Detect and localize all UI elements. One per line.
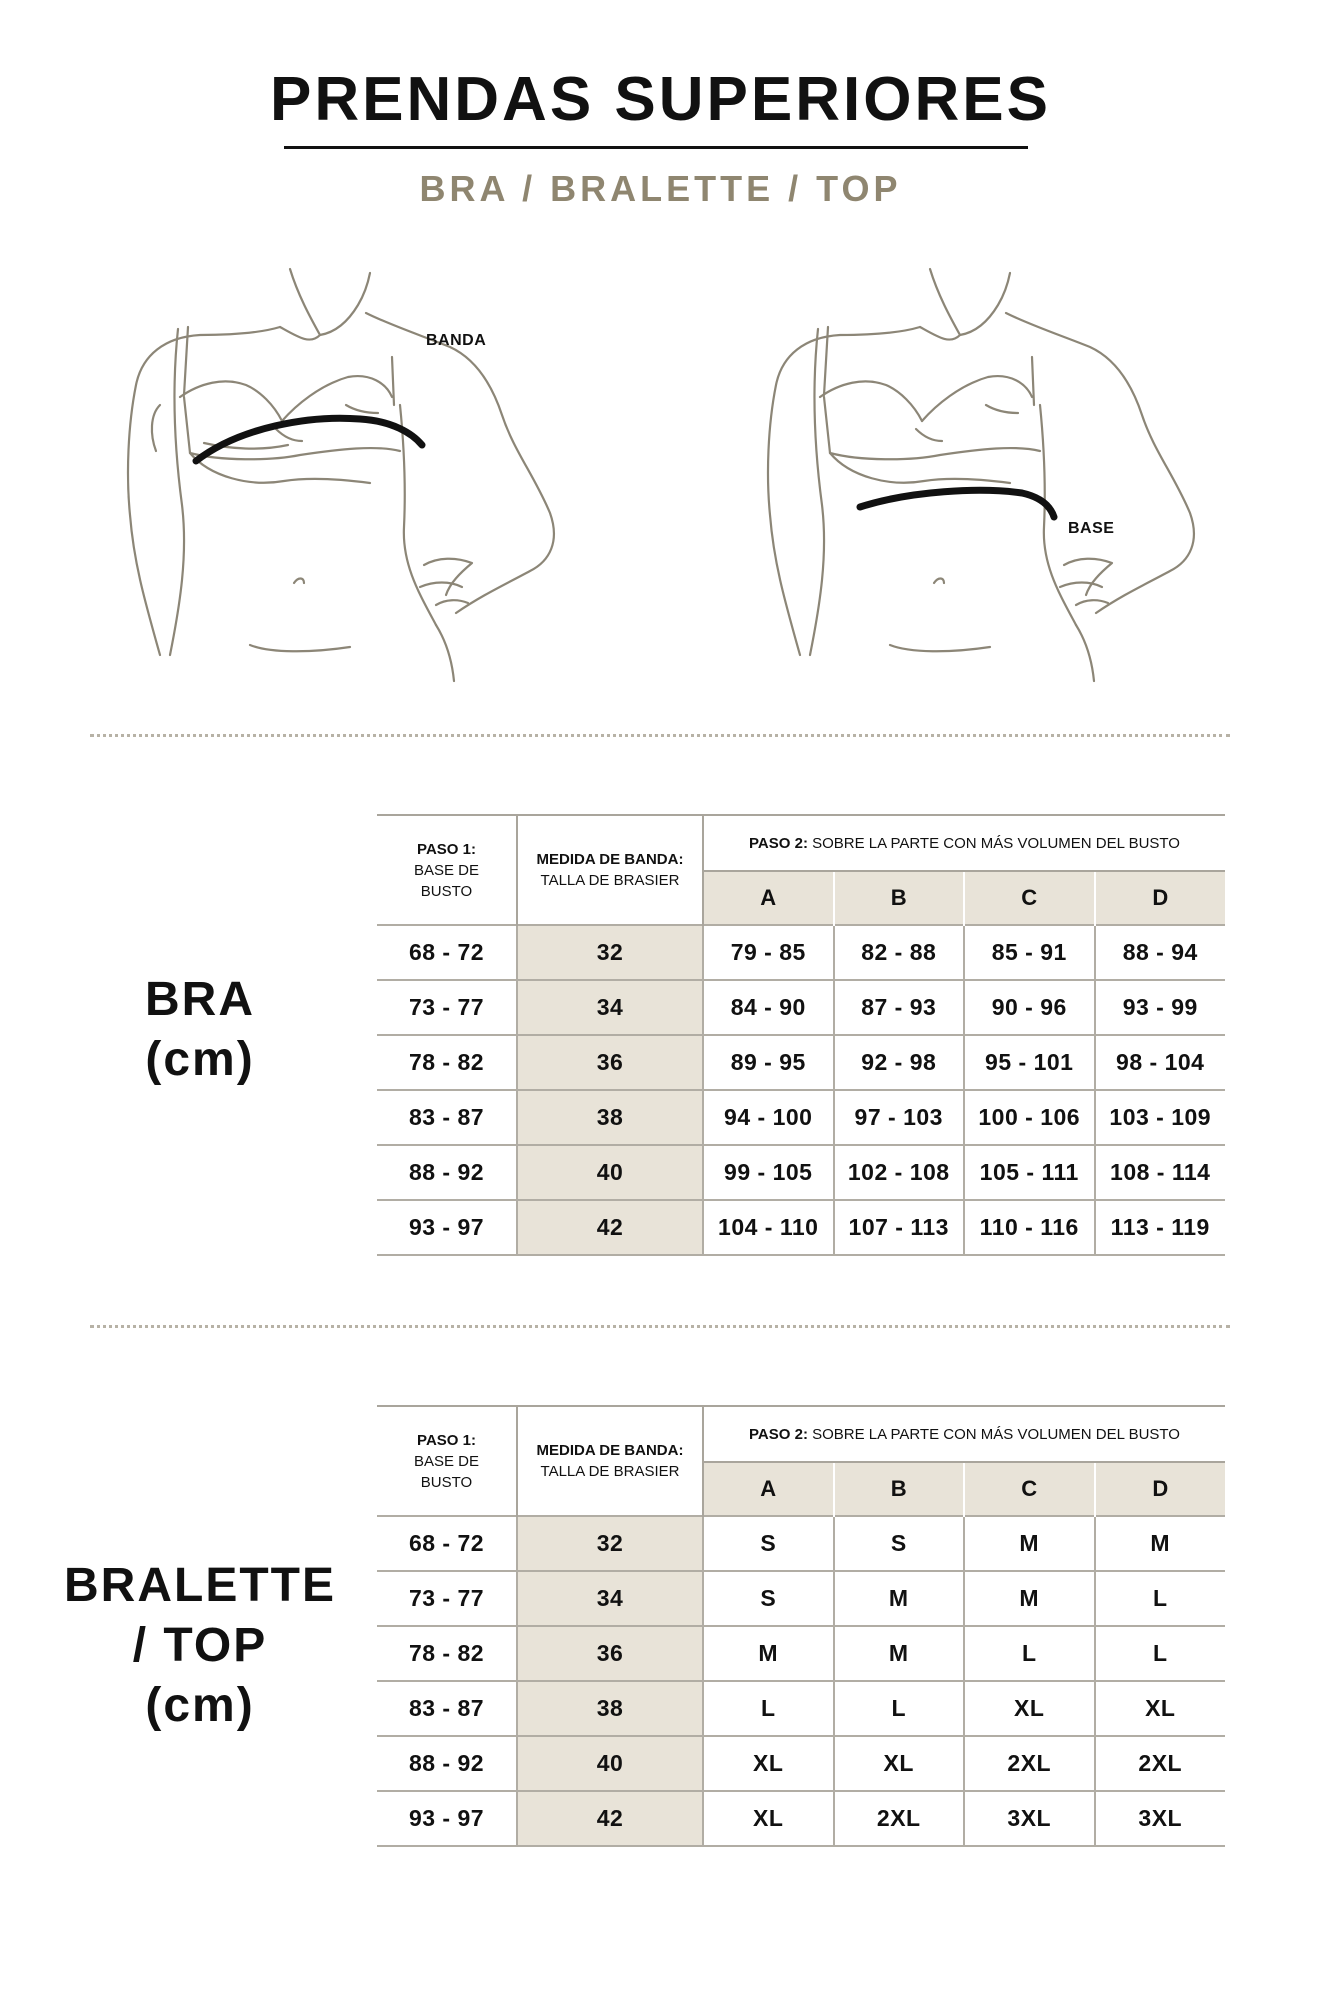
bra-size-table (377, 814, 1225, 1256)
size-cell: 2XL (834, 1791, 965, 1846)
size-cell: 103 - 109 (1095, 1090, 1226, 1145)
band-cell: 40 (517, 1145, 703, 1200)
base-cell: 93 - 97 (377, 1791, 517, 1846)
size-cell: XL (1095, 1681, 1226, 1736)
size-cell: M (703, 1626, 834, 1681)
band-label: BANDA (426, 332, 487, 349)
title-underline (284, 146, 1028, 149)
cup-header: C (964, 871, 1095, 925)
table-row (377, 1681, 1225, 1736)
step1-line2: BUSTO (420, 1473, 473, 1491)
size-cell: XL (703, 1736, 834, 1791)
step1-line2: BUSTO (420, 882, 473, 900)
base-measure-illustration (760, 265, 1240, 685)
cup-header: A (703, 1462, 834, 1516)
size-cell: XL (703, 1791, 834, 1846)
size-cell: 90 - 96 (964, 980, 1095, 1035)
size-cell: L (1095, 1571, 1226, 1626)
step2-text: SOBRE LA PARTE CON MÁS VOLUMEN DEL BUSTO (807, 1425, 1180, 1443)
size-cell: S (703, 1516, 834, 1571)
size-cell: M (834, 1626, 965, 1681)
size-cell: 102 - 108 (834, 1145, 965, 1200)
table-row (377, 1090, 1225, 1145)
band-title: MEDIDA DE BANDA: (536, 851, 684, 868)
bralette-section-label (40, 1556, 360, 1736)
step1-header (377, 1406, 517, 1516)
step2-title: PASO 2: (749, 834, 808, 852)
size-cell: 88 - 94 (1095, 925, 1226, 980)
table-row (377, 1791, 1225, 1846)
band-cell: 34 (517, 980, 703, 1035)
size-cell: 82 - 88 (834, 925, 965, 980)
size-cell: S (834, 1516, 965, 1571)
size-cell: 99 - 105 (703, 1145, 834, 1200)
section-divider (90, 1325, 1230, 1328)
size-cell: 97 - 103 (834, 1090, 965, 1145)
step2-text: SOBRE LA PARTE CON MÁS VOLUMEN DEL BUSTO (807, 834, 1180, 852)
band-cell: 32 (517, 925, 703, 980)
bra-section-label (100, 970, 300, 1090)
base-label: BASE (1068, 520, 1115, 537)
base-cell: 73 - 77 (377, 980, 517, 1035)
size-cell: 110 - 116 (964, 1200, 1095, 1255)
cup-header: D (1095, 871, 1226, 925)
table-row (377, 1736, 1225, 1791)
base-cell: 88 - 92 (377, 1145, 517, 1200)
step2-header (703, 815, 1225, 871)
section-divider (90, 734, 1230, 737)
size-cell: 95 - 101 (964, 1035, 1095, 1090)
page-title: PRENDAS SUPERIORES (270, 65, 1051, 134)
step1-line1: BASE DE (413, 861, 480, 879)
size-cell: 108 - 114 (1095, 1145, 1226, 1200)
step1-title: PASO 1: (417, 840, 476, 858)
base-cell: 78 - 82 (377, 1626, 517, 1681)
size-cell: 85 - 91 (964, 925, 1095, 980)
band-cell: 32 (517, 1516, 703, 1571)
size-cell: L (1095, 1626, 1226, 1681)
table-row (377, 1145, 1225, 1200)
step1-header (377, 815, 517, 925)
size-cell: 98 - 104 (1095, 1035, 1226, 1090)
size-cell: 89 - 95 (703, 1035, 834, 1090)
bralette-label-line2: / TOP (132, 1619, 268, 1672)
size-cell: S (703, 1571, 834, 1626)
base-cell: 78 - 82 (377, 1035, 517, 1090)
bralette-size-table (377, 1405, 1225, 1847)
size-cell: 92 - 98 (834, 1035, 965, 1090)
base-cell: 73 - 77 (377, 1571, 517, 1626)
band-header (517, 1406, 703, 1516)
table-row (377, 1626, 1225, 1681)
bra-label-line2: (cm) (145, 1033, 255, 1086)
base-cell: 93 - 97 (377, 1200, 517, 1255)
band-cell: 36 (517, 1626, 703, 1681)
size-cell: L (964, 1626, 1095, 1681)
table-row (377, 1571, 1225, 1626)
bralette-label-line3: (cm) (145, 1679, 255, 1732)
band-sub: TALLA DE BRASIER (540, 872, 680, 889)
cup-header: B (834, 871, 965, 925)
base-cell: 68 - 72 (377, 925, 517, 980)
size-cell: L (834, 1681, 965, 1736)
table-row (377, 1516, 1225, 1571)
band-cell: 40 (517, 1736, 703, 1791)
bra-label-line1: BRA (145, 973, 255, 1026)
page-subtitle: BRA / BRALETTE / TOP (419, 168, 902, 209)
size-cell: 2XL (1095, 1736, 1226, 1791)
base-cell: 83 - 87 (377, 1090, 517, 1145)
size-cell: M (1095, 1516, 1226, 1571)
size-cell: 93 - 99 (1095, 980, 1226, 1035)
step1-title: PASO 1: (417, 1431, 476, 1449)
band-cell: 38 (517, 1090, 703, 1145)
size-cell: XL (834, 1736, 965, 1791)
band-cell: 42 (517, 1791, 703, 1846)
size-cell: 79 - 85 (703, 925, 834, 980)
cup-header: A (703, 871, 834, 925)
size-cell: 94 - 100 (703, 1090, 834, 1145)
band-header (517, 815, 703, 925)
cup-header: D (1095, 1462, 1226, 1516)
table-row (377, 980, 1225, 1035)
table-row (377, 1200, 1225, 1255)
size-cell: 104 - 110 (703, 1200, 834, 1255)
base-cell: 88 - 92 (377, 1736, 517, 1791)
bralette-label-line1: BRALETTE (64, 1559, 336, 1612)
step2-title: PASO 2: (749, 1425, 808, 1443)
size-cell: 3XL (1095, 1791, 1226, 1846)
base-cell: 68 - 72 (377, 1516, 517, 1571)
band-cell: 34 (517, 1571, 703, 1626)
size-cell: L (703, 1681, 834, 1736)
band-cell: 42 (517, 1200, 703, 1255)
size-cell: M (834, 1571, 965, 1626)
size-cell: M (964, 1516, 1095, 1571)
band-title: MEDIDA DE BANDA: (536, 1442, 684, 1459)
band-cell: 36 (517, 1035, 703, 1090)
size-cell: M (964, 1571, 1095, 1626)
size-cell: 100 - 106 (964, 1090, 1095, 1145)
cup-header: B (834, 1462, 965, 1516)
step1-line1: BASE DE (413, 1452, 480, 1470)
band-sub: TALLA DE BRASIER (540, 1463, 680, 1480)
table-row (377, 925, 1225, 980)
cup-header: C (964, 1462, 1095, 1516)
size-cell: 113 - 119 (1095, 1200, 1226, 1255)
size-cell: 2XL (964, 1736, 1095, 1791)
size-cell: XL (964, 1681, 1095, 1736)
size-cell: 84 - 90 (703, 980, 834, 1035)
table-row (377, 1035, 1225, 1090)
band-cell: 38 (517, 1681, 703, 1736)
step2-header (703, 1406, 1225, 1462)
base-cell: 83 - 87 (377, 1681, 517, 1736)
band-measure-illustration (120, 265, 600, 685)
size-cell: 3XL (964, 1791, 1095, 1846)
size-cell: 105 - 111 (964, 1145, 1095, 1200)
size-cell: 87 - 93 (834, 980, 965, 1035)
size-cell: 107 - 113 (834, 1200, 965, 1255)
